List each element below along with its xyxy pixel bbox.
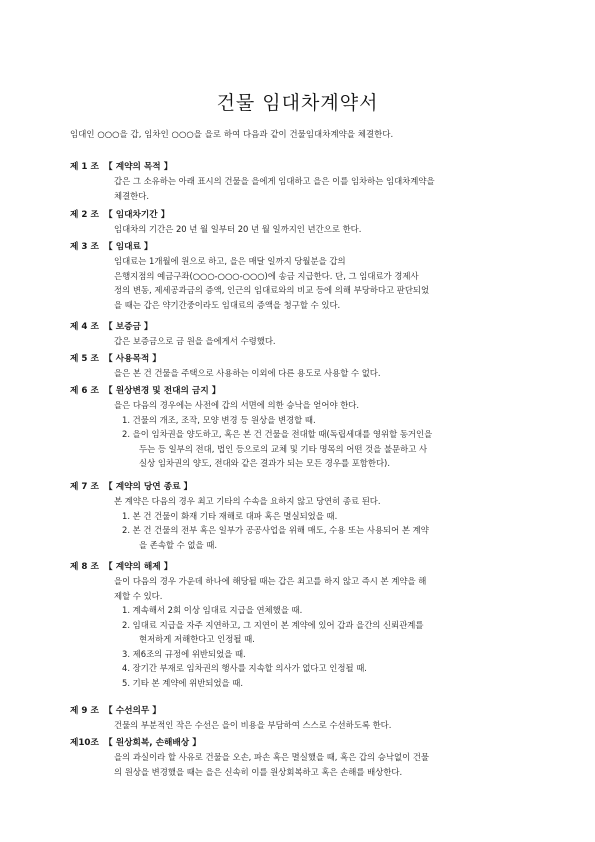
article-5	[70, 352, 550, 381]
article-number: 제10조	[70, 738, 99, 748]
document-title: 건물 임대차계약서	[216, 92, 379, 114]
article-number: 제 4 조	[70, 322, 99, 332]
article-title: 【 사용목적 】	[104, 354, 161, 364]
numbered-item-line: 5. 기타 본 계약에 위반되었을 때.	[122, 677, 244, 688]
article-6	[70, 384, 550, 471]
article-number: 제 8 조	[70, 562, 99, 572]
article-3	[70, 240, 550, 312]
article-heading	[70, 320, 550, 334]
article-body-line: 을은 다음의 경우에는 사전에 갑의 서면에 의한 승낙을 얻어야 한다.	[114, 400, 360, 410]
numbered-item-line: 두는 등 일부의 전대, 법인 등으로의 교체 및 기타 명목의 어떤 것을 불문하고 사	[139, 443, 428, 454]
article-title: 【 원상변경 및 전대의 금지 】	[104, 386, 221, 396]
article-title: 【 수선의무 】	[104, 706, 161, 716]
article-number: 제 1 조	[70, 162, 99, 172]
article-body-line: 정의 변동, 제세공과금의 증액, 인근의 임대료와의 비교 등에 의해 부당하다고 판단되었	[114, 285, 430, 295]
article-1	[70, 160, 550, 203]
article-title: 【 보증금 】	[104, 322, 153, 332]
article-body-line: 을의 과실이라 할 사유로 건물을 오손, 파손 혹은 멸실했을 때, 혹은 갑의 승낙없이 건물	[114, 752, 429, 762]
article-9	[70, 704, 550, 733]
numbered-item-line: 을 존속할 수 없을 때.	[139, 539, 218, 550]
numbered-item-line: 2. 본 건 건물의 전부 혹은 일부가 공공사업을 위해 매도, 수용 또는 사용되어 본 계약	[122, 525, 429, 535]
numbered-item-line: 4. 장기간 부재로 임차권의 행사를 지속할 의사가 없다고 인정될 때.	[122, 663, 367, 673]
article-heading	[70, 352, 550, 366]
article-body-line: 체결한다.	[114, 190, 150, 201]
article-body-line: 본 계약은 다음의 경우 최고 기타의 수속을 요하지 않고 당연히 종료 된다.	[114, 496, 381, 506]
article-title: 【 계약의 목적 】	[104, 162, 173, 172]
article-heading	[70, 560, 550, 574]
numbered-item-line: 1. 계속해서 2회 이상 임대료 지급을 연체했을 때.	[122, 605, 303, 615]
article-body-line: 임대료는 1개월에 원으로 하고, 을은 매달 일까지 당월분을 갑의	[114, 256, 346, 266]
article-number: 제 7 조	[70, 482, 99, 492]
article-body-line: 갑은 보증금으로 금 원을 을에게서 수령했다.	[114, 336, 276, 346]
article-7	[70, 480, 550, 552]
article-heading	[70, 736, 550, 750]
article-4	[70, 320, 550, 349]
article-heading	[70, 160, 550, 174]
article-heading	[70, 240, 550, 254]
numbered-item-line: 실상 임차권의 양도, 전대와 같은 결과가 되는 모든 경우를 포함한다).	[139, 458, 390, 468]
article-title: 【 계약의 당연 종료 】	[104, 482, 193, 492]
article-heading	[70, 208, 550, 222]
article-number: 제 6 조	[70, 386, 99, 396]
article-number: 제 9 조	[70, 706, 99, 716]
article-body-line: 제할 수 있다.	[114, 590, 163, 601]
article-title: 【 계약의 해제 】	[104, 562, 173, 572]
article-body-line: 건물의 부분적인 작은 수선은 을이 비용을 부담하여 스스로 수선하도록 한다.	[114, 720, 392, 730]
article-body-line: 을이 다음의 경우 가운데 하나에 해당될 때는 갑은 최고를 하지 않고 즉시 본 계약을 해	[114, 576, 427, 586]
article-body-line: 을은 본 건 건물을 주택으로 사용하는 이외에 다른 용도로 사용할 수 없다.	[114, 368, 381, 378]
article-heading	[70, 704, 550, 718]
numbered-item-line: 1. 건물의 개조, 조작, 모양 변경 등 원상을 변경할 때.	[122, 414, 316, 425]
article-number: 제 5 조	[70, 354, 99, 364]
article-body-line: 은행지점의 예금구좌(○○○-○○○-○○○)에 송금 지급한다. 단, 그 임대료가 경제사	[114, 270, 419, 281]
numbered-item-line: 3. 제6조의 규정에 위반되었을 때.	[122, 648, 246, 659]
article-body-line: 임대차의 기간은 20 년 월 일부터 20 년 월 일까지인 년간으로 한다.	[114, 224, 362, 234]
article-body-line: 의 원상을 변경했을 때는 을은 신속히 이를 원상회복하고 혹은 손해를 배상한다.	[114, 766, 403, 777]
article-heading	[70, 480, 550, 494]
article-2	[70, 208, 550, 237]
numbered-item-line: 2. 임대료 지급을 자주 지연하고, 그 지연이 본 계약에 있어 갑과 을간의 신뢰관계를	[122, 619, 424, 630]
article-8	[70, 560, 550, 690]
numbered-item-line: 1. 본 건 건물이 화재 기타 재해로 대파 혹은 멸실되었을 때.	[122, 510, 338, 521]
article-number: 제 3 조	[70, 242, 99, 252]
numbered-item-line: 현저하게 저해한다고 인정될 때.	[139, 634, 255, 644]
article-number: 제 2 조	[70, 210, 99, 220]
article-body-line: 을 때는 갑은 약기간중이라도 임대료의 증액을 청구할 수 있다.	[114, 299, 341, 310]
numbered-item-line: 2. 을이 임차권을 양도하고, 혹은 본 건 건물을 전대할 때(독립세대를 영위할 동거인을	[122, 429, 433, 439]
article-title: 【 임대차기간 】	[104, 210, 170, 220]
article-title: 【 임대료 】	[104, 242, 153, 252]
article-heading	[70, 384, 550, 398]
article-title: 【 원상회복, 손해배상 】	[104, 738, 201, 748]
article-body-line: 갑은 그 소유하는 아래 표시의 건물을 을에게 임대하고 을은 이를 임차하는 임대차계약을	[114, 176, 435, 186]
intro-paragraph: 임대인 ○○○을 갑, 임차인 ○○○을 을로 하여 다음과 같이 건물임대차계약을 체결한다.	[70, 129, 394, 139]
article-10	[70, 736, 550, 779]
